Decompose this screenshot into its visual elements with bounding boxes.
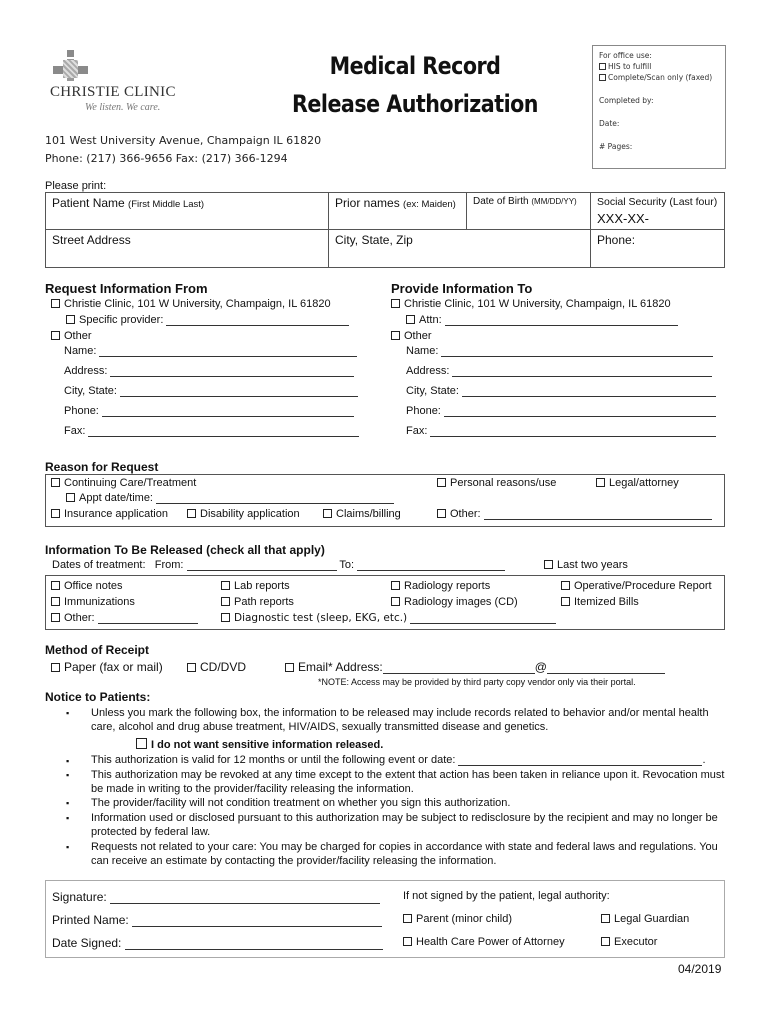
provide-other-label: Other: [404, 330, 432, 342]
office-notes-checkbox[interactable]: [51, 581, 60, 590]
date-signed-label: Date Signed:: [52, 936, 122, 950]
signature-label: Signature:: [52, 890, 107, 904]
patient-info-table: [45, 192, 725, 268]
insurance-checkbox[interactable]: [51, 509, 60, 518]
provide-other-checkbox[interactable]: [391, 331, 400, 340]
provide-clinic-checkbox[interactable]: [391, 299, 400, 308]
operative-label: Operative/Procedure Report: [574, 580, 712, 592]
attn-field[interactable]: [445, 315, 678, 326]
patient-phone-cell[interactable]: [591, 230, 725, 268]
legal-checkbox[interactable]: [596, 478, 605, 487]
appt-field[interactable]: [156, 493, 394, 504]
dob-hint: (MM/DD/YY): [531, 197, 577, 206]
radiology-reports-checkbox[interactable]: [391, 581, 400, 590]
logo-tagline: We listen. We care.: [85, 102, 161, 113]
notice-p4: The provider/facility will not condition treatment on whether you sign this authorization.: [91, 797, 511, 809]
dob-cell[interactable]: [467, 193, 591, 230]
sensitive-checkbox[interactable]: [136, 738, 147, 749]
insurance-label: Insurance application: [64, 508, 168, 520]
lab-reports-checkbox[interactable]: [221, 581, 230, 590]
bullet-1: ▪: [66, 708, 70, 718]
complete-scan-checkbox[interactable]: [599, 74, 606, 81]
office-date-label: Date:: [599, 119, 620, 128]
last-two-years-label: Last two years: [557, 559, 628, 571]
diagnostic-field[interactable]: [410, 613, 556, 624]
patient-name-cell[interactable]: [46, 193, 329, 230]
request-name-field[interactable]: [99, 346, 357, 357]
prior-names-label: Prior names: [335, 196, 400, 210]
bullet-6: ▪: [66, 842, 70, 852]
city-state-zip-cell[interactable]: [329, 230, 591, 268]
bullet-4: ▪: [66, 798, 70, 808]
bullet-2: ▪: [66, 756, 70, 766]
personal-label: Personal reasons/use: [450, 477, 557, 489]
to-label: To:: [339, 559, 355, 571]
provide-name-label: Name:: [406, 345, 439, 357]
paper-label: Paper (fax or mail): [64, 660, 163, 674]
request-from-heading: Request Information From: [45, 281, 208, 296]
radiology-reports-label: Radiology reports: [404, 580, 491, 592]
request-city-label: City, State:: [64, 385, 117, 397]
appt-checkbox[interactable]: [66, 493, 75, 502]
personal-checkbox[interactable]: [437, 478, 446, 487]
email-at: @: [534, 660, 547, 674]
his-label: HIS to fulfill: [608, 62, 652, 71]
email-user-field[interactable]: [383, 663, 535, 674]
provide-phone-label: Phone:: [406, 405, 441, 417]
continuing-care-label: Continuing Care/Treatment: [64, 477, 197, 489]
itemized-bills-label: Itemized Bills: [574, 596, 639, 608]
bullet-3: ▪: [66, 770, 70, 780]
form-title-line2: Release Authorization: [292, 90, 538, 118]
expiration-field[interactable]: [458, 755, 702, 766]
poa-label: Health Care Power of Attorney: [416, 936, 565, 948]
immunizations-checkbox[interactable]: [51, 597, 60, 606]
form-title-line1: Medical Record: [329, 52, 501, 80]
radiology-images-checkbox[interactable]: [391, 597, 400, 606]
city-state-zip-label: City, State, Zip: [335, 233, 413, 247]
dates-treatment-label: Dates of treatment:: [52, 559, 146, 571]
ssn-prefix: XXX-XX-: [597, 211, 650, 226]
guardian-label: Legal Guardian: [614, 913, 690, 925]
parent-label: Parent (minor child): [416, 913, 512, 925]
patient-phone-label: Phone:: [597, 233, 636, 247]
provide-clinic-label: Christie Clinic, 101 W University, Champaign, IL 61820: [404, 298, 671, 310]
from-field[interactable]: [187, 560, 337, 571]
notice-heading: Notice to Patients:: [45, 690, 151, 704]
appt-label: Appt date/time:: [79, 492, 153, 504]
revision-date: 04/2019: [678, 962, 722, 976]
legal-authority-label: If not signed by the patient, legal authority:: [403, 890, 610, 902]
request-phone-label: Phone:: [64, 405, 99, 417]
email-checkbox[interactable]: [285, 663, 294, 672]
diagnostic-checkbox[interactable]: [221, 613, 230, 622]
provide-address-field[interactable]: [452, 366, 712, 377]
guardian-checkbox[interactable]: [601, 914, 610, 923]
provide-to-heading: Provide Information To: [391, 281, 533, 296]
notice-p1: Unless you mark the following box, the information to be released may include records related to behavior and/or mental health care, alcohol and drug abuse treatment, HIV/AIDS, sexually transmitted disease and genetics.: [91, 707, 709, 733]
request-address-label: Address:: [64, 365, 108, 377]
office-notes-label: Office notes: [64, 580, 123, 592]
claims-checkbox[interactable]: [323, 509, 332, 518]
reason-heading: Reason for Request: [45, 460, 159, 474]
cd-dvd-label: CD/DVD: [200, 660, 247, 674]
legal-label: Legal/attorney: [609, 477, 679, 489]
patient-name-hint: (First Middle Last): [128, 199, 205, 210]
ssn-cell[interactable]: [591, 193, 725, 230]
cd-dvd-checkbox[interactable]: [187, 663, 196, 672]
office-use-box: [592, 45, 726, 169]
his-checkbox[interactable]: [599, 63, 606, 70]
info-other-checkbox[interactable]: [51, 613, 60, 622]
notice-p6: Requests not related to your care: You may be charged for copies in accordance with state and federal laws and regulations. You can receive an estimate by contacting the provider/facility releasing the information.: [91, 841, 718, 867]
request-other-checkbox[interactable]: [51, 331, 60, 340]
specific-provider-field[interactable]: [166, 315, 349, 326]
attn-label: Attn:: [419, 314, 442, 326]
office-use-heading: For office use:: [599, 51, 652, 60]
provide-fax-label: Fax:: [406, 425, 428, 437]
last-two-years-checkbox[interactable]: [544, 560, 553, 569]
sensitive-label: I do not want sensitive information released.: [151, 739, 384, 751]
info-released-heading: Information To Be Released (check all that apply): [45, 543, 325, 557]
continuing-care-checkbox[interactable]: [51, 478, 60, 487]
completed-by-label: Completed by:: [599, 96, 654, 105]
patient-name-label: Patient Name: [52, 196, 125, 210]
request-fax-label: Fax:: [64, 425, 86, 437]
info-other-label: Other:: [64, 612, 95, 624]
provide-address-label: Address:: [406, 365, 450, 377]
ssn-label: Social Security (Last four): [597, 196, 718, 208]
disability-checkbox[interactable]: [187, 509, 196, 518]
logo-name: CHRISTIE CLINIC: [50, 84, 176, 100]
info-other-field[interactable]: [98, 613, 198, 624]
provide-city-label: City, State:: [406, 385, 459, 397]
reason-other-field[interactable]: [484, 509, 712, 520]
receipt-heading: Method of Receipt: [45, 643, 149, 657]
attn-checkbox[interactable]: [406, 315, 415, 324]
clinic-phone-fax: Phone: (217) 366-9656 Fax: (217) 366-1294: [45, 152, 288, 165]
request-other-label: Other: [64, 330, 92, 342]
immunizations-label: Immunizations: [64, 596, 135, 608]
parent-checkbox[interactable]: [403, 914, 412, 923]
street-address-cell[interactable]: [46, 230, 329, 268]
complete-scan-label: Complete/Scan only (faxed): [608, 73, 713, 82]
specific-provider-label: Specific provider:: [79, 314, 164, 326]
request-city-field[interactable]: [120, 386, 358, 397]
path-reports-label: Path reports: [234, 596, 294, 608]
path-reports-checkbox[interactable]: [221, 597, 230, 606]
email-domain-field[interactable]: [547, 663, 665, 674]
provide-fax-field[interactable]: [430, 426, 716, 437]
executor-checkbox[interactable]: [601, 937, 610, 946]
claims-label: Claims/billing: [336, 508, 401, 520]
bullet-5: ▪: [66, 813, 70, 823]
receipt-note: *NOTE: Access may be provided by third party copy vendor only via their portal.: [318, 677, 636, 687]
provide-phone-field[interactable]: [444, 406, 716, 417]
prior-names-hint: (ex: Maiden): [403, 199, 456, 210]
signature-field[interactable]: [110, 893, 380, 904]
please-print-label: Please print:: [45, 180, 107, 192]
reason-other-checkbox[interactable]: [437, 509, 446, 518]
to-field[interactable]: [357, 560, 505, 571]
notice-p2: This authorization is valid for 12 months or until the following event or date:: [91, 754, 456, 766]
specific-provider-checkbox[interactable]: [66, 315, 75, 324]
office-pages-label: # Pages:: [599, 142, 633, 151]
date-signed-field[interactable]: [125, 939, 383, 950]
request-address-field[interactable]: [110, 366, 354, 377]
printed-name-label: Printed Name:: [52, 913, 129, 927]
prior-names-cell[interactable]: [329, 193, 467, 230]
notice-p5: Information used or disclosed pursuant to this authorization may be subject to redisclosure by the recipient and may no longer be protected by federal law.: [91, 812, 718, 838]
reason-other-label: Other:: [450, 508, 481, 520]
request-name-label: Name:: [64, 345, 97, 357]
radiology-images-label: Radiology images (CD): [404, 596, 518, 608]
operative-checkbox[interactable]: [561, 581, 570, 590]
request-clinic-checkbox[interactable]: [51, 299, 60, 308]
dob-label: Date of Birth: [473, 196, 529, 207]
request-phone-field[interactable]: [102, 406, 354, 417]
provide-name-field[interactable]: [441, 346, 713, 357]
from-label: From:: [154, 559, 184, 571]
executor-label: Executor: [614, 936, 658, 948]
notice-p3: This authorization may be revoked at any time except to the extent that action has been taken in reliance upon it. Revocation must be made in writing to the provider/facility releasing the information.: [91, 769, 725, 795]
disability-label: Disability application: [200, 508, 300, 520]
poa-checkbox[interactable]: [403, 937, 412, 946]
clinic-address: 101 West University Avenue, Champaign IL 61820: [45, 134, 322, 147]
itemized-bills-checkbox[interactable]: [561, 597, 570, 606]
request-fax-field[interactable]: [88, 426, 359, 437]
printed-name-field[interactable]: [132, 916, 382, 927]
request-clinic-label: Christie Clinic, 101 W University, Champaign, IL 61820: [64, 298, 331, 310]
email-label: Email* Address:: [298, 660, 383, 674]
provide-city-field[interactable]: [462, 386, 716, 397]
diagnostic-label: Diagnostic test (sleep, EKG, etc.): [234, 612, 408, 624]
street-address-label: Street Address: [52, 233, 131, 247]
lab-reports-label: Lab reports: [234, 580, 290, 592]
paper-checkbox[interactable]: [51, 663, 60, 672]
